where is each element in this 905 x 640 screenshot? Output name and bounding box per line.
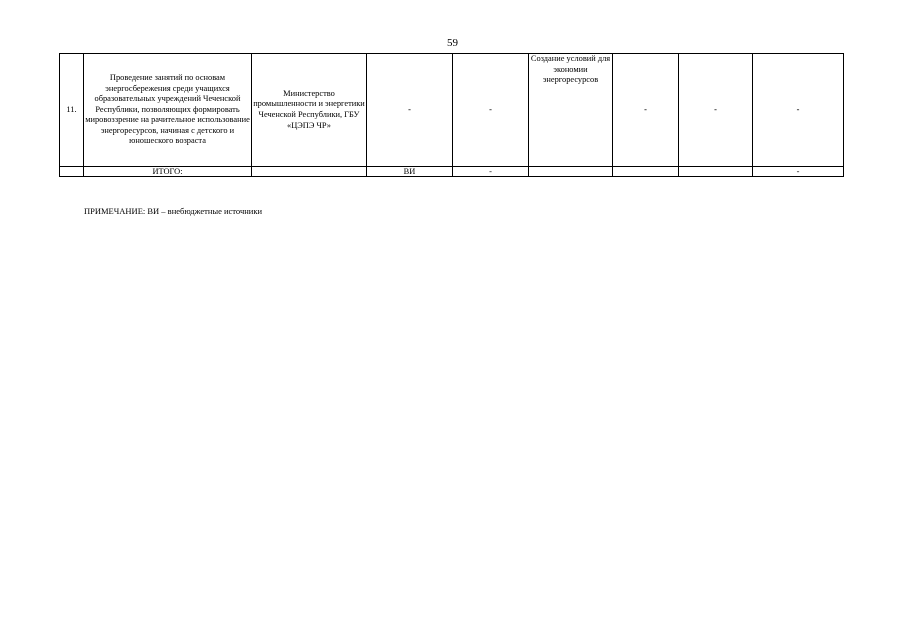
- total-empty-cell: [613, 167, 679, 177]
- year-cell-2: -: [679, 54, 753, 167]
- funding-source-cell: -: [367, 54, 453, 167]
- total-empty-cell: [529, 167, 613, 177]
- amount-cell: -: [453, 54, 529, 167]
- total-last-cell: -: [753, 167, 844, 177]
- total-source-cell: ВИ: [367, 167, 453, 177]
- year-cell-3: -: [753, 54, 844, 167]
- year-cell-1: -: [613, 54, 679, 167]
- table-row: [60, 54, 844, 167]
- total-amount-cell: -: [453, 167, 529, 177]
- total-label-cell: ИТОГО:: [84, 167, 252, 177]
- page-number: 59: [447, 37, 458, 49]
- total-empty-cell: [60, 167, 84, 177]
- program-table: [59, 53, 844, 177]
- row-number-cell: 11.: [60, 54, 84, 167]
- total-empty-cell: [679, 167, 753, 177]
- result-cell: Создание условий для экономии энергоресурсов: [529, 54, 613, 167]
- executor-cell: Министерство промышленности и энергетики Чеченской Республики, ГБУ «ЦЭПЭ ЧР»: [252, 54, 367, 167]
- activity-cell: Проведение занятий по основам энергосбережения среди учащихся образовательных учреждений Чеченской Республики, позволяющих формировать мировоззрение на рачительное использование энергоресурсов, начиная с детского и юношеского возраста: [84, 54, 252, 167]
- total-row: [60, 167, 844, 177]
- footnote: ПРИМЕЧАНИЕ: ВИ – внебюджетные источники: [84, 206, 262, 216]
- total-empty-cell: [252, 167, 367, 177]
